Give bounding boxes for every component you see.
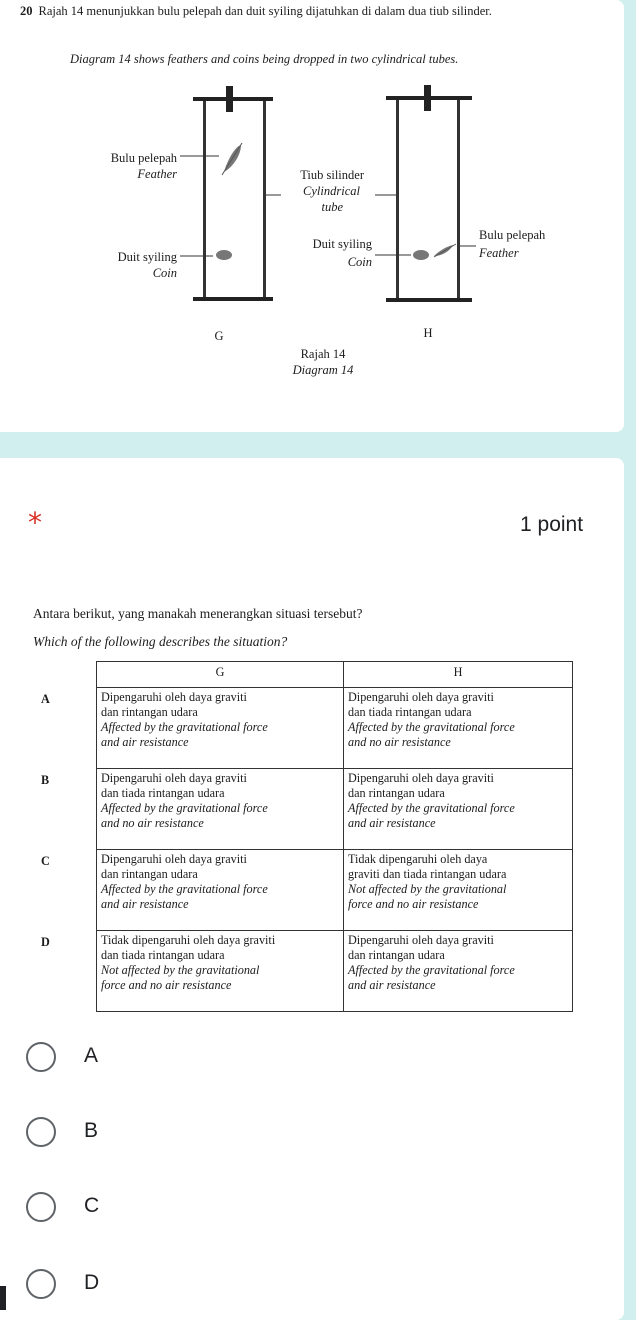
cell-text: Affected by the gravitational force	[101, 882, 268, 896]
label-feather2-ms: Bulu pelepah	[479, 228, 546, 242]
cell-text: graviti dan tiada rintangan udara	[348, 867, 507, 881]
row-label: A	[41, 691, 50, 706]
cell-g	[97, 769, 344, 850]
radio-button[interactable]	[26, 1117, 56, 1147]
cell-text: and air resistance	[101, 897, 189, 911]
cell-text: and air resistance	[101, 735, 189, 749]
table-row	[35, 850, 573, 931]
cell-text: dan rintangan udara	[348, 786, 445, 800]
option-d[interactable]	[20, 1262, 320, 1312]
cell-text: dan rintangan udara	[348, 948, 445, 962]
radio-button[interactable]	[26, 1192, 56, 1222]
row-label: C	[41, 853, 50, 868]
options-table	[35, 661, 573, 1012]
option-a[interactable]	[20, 1035, 320, 1085]
cell-text: Affected by the gravitational force	[101, 801, 268, 815]
cell-h	[344, 688, 573, 769]
coin-h	[413, 250, 429, 260]
cell-text: Not affected by the gravitational	[101, 963, 260, 977]
cell-text: Affected by the gravitational force	[348, 801, 515, 815]
cell-g	[97, 688, 344, 769]
cell-text: and air resistance	[348, 978, 436, 992]
question-number: 20	[20, 4, 33, 18]
tube-g	[193, 86, 273, 301]
points-label: 1 point	[520, 513, 584, 536]
header-h: H	[344, 662, 573, 688]
answer-card	[0, 458, 624, 1320]
cell-text: dan rintangan udara	[101, 867, 198, 881]
cell-h	[344, 850, 573, 931]
option-label: A	[84, 1044, 99, 1067]
label-tube-h: H	[423, 326, 433, 340]
cell-g	[97, 850, 344, 931]
prompt-ms: Antara berikut, yang manakah menerangkan situasi tersebut?	[33, 606, 363, 621]
cell-text: Dipengaruhi oleh daya graviti	[348, 933, 494, 947]
label-feather-en: Feather	[137, 167, 177, 181]
cell-text: and no air resistance	[348, 735, 451, 749]
option-c[interactable]	[20, 1185, 320, 1235]
cell-text: and air resistance	[348, 816, 436, 830]
label-tube-ms: Tiub silinder	[300, 168, 364, 182]
cell-text: Tidak dipengaruhi oleh daya	[348, 852, 488, 866]
cell-text: Tidak dipengaruhi oleh daya graviti	[101, 933, 276, 947]
label-tube-g: G	[214, 329, 224, 343]
row-label: B	[41, 772, 50, 787]
cell-text: dan tiada rintangan udara	[101, 948, 225, 962]
cell-text: Affected by the gravitational force	[348, 720, 515, 734]
cell-text: Dipengaruhi oleh daya graviti	[101, 690, 247, 704]
label-coin-ms: Duit syiling	[117, 250, 177, 264]
table-row	[35, 769, 573, 850]
cell-text: Not affected by the gravitational	[348, 882, 507, 896]
option-label: C	[84, 1194, 100, 1217]
caption-ms: Rajah 14	[300, 347, 346, 361]
cell-text: dan rintangan udara	[101, 705, 198, 719]
cell-text: Affected by the gravitational force	[348, 963, 515, 977]
tube-h	[386, 85, 472, 302]
question-text-ms: Rajah 14 menunjukkan bulu pelepah dan duit syiling dijatuhkan di dalam dua tiub silinder.	[38, 4, 492, 18]
question-image-card	[0, 0, 624, 432]
option-label: B	[84, 1119, 99, 1142]
label-coin-en: Coin	[152, 266, 177, 280]
cell-text: Dipengaruhi oleh daya graviti	[348, 771, 494, 785]
table-header-row	[35, 662, 573, 688]
cell-text: Dipengaruhi oleh daya graviti	[101, 852, 247, 866]
cell-h	[344, 931, 573, 1012]
radio-button[interactable]	[26, 1269, 56, 1299]
option-label: D	[84, 1271, 100, 1294]
cell-text: Dipengaruhi oleh daya graviti	[101, 771, 247, 785]
caption-en: Diagram 14	[292, 363, 354, 377]
cell-text: dan tiada rintangan udara	[101, 786, 225, 800]
header-g: G	[97, 662, 344, 688]
cell-text: dan tiada rintangan udara	[348, 705, 472, 719]
cell-g	[97, 931, 344, 1012]
feather-h	[434, 245, 453, 256]
cell-h	[344, 769, 573, 850]
radio-button[interactable]	[26, 1042, 56, 1072]
prompt-en: Which of the following describes the situation?	[33, 634, 288, 649]
coin-g	[216, 250, 232, 260]
cell-text: and no air resistance	[101, 816, 204, 830]
table-row	[35, 931, 573, 1012]
cell-text: Dipengaruhi oleh daya graviti	[348, 690, 494, 704]
label-coin2-ms: Duit syiling	[312, 237, 372, 251]
label-tube-en-1: Cylindrical	[303, 184, 360, 198]
label-tube-en-2: tube	[321, 200, 343, 214]
scroll-indicator	[0, 1286, 6, 1310]
cell-text: force and no air resistance	[348, 897, 479, 911]
label-feather-ms: Bulu pelepah	[110, 151, 177, 165]
label-coin2-en: Coin	[347, 255, 372, 269]
required-asterisk: *	[28, 506, 42, 539]
option-b[interactable]	[20, 1110, 320, 1160]
diagram-14	[0, 0, 624, 432]
question-text-en: Diagram 14 shows feathers and coins being dropped in two cylindrical tubes.	[70, 52, 459, 66]
row-label: D	[41, 934, 50, 949]
label-feather2-en: Feather	[479, 246, 519, 260]
cell-text: Affected by the gravitational force	[101, 720, 268, 734]
table-row	[35, 688, 573, 769]
cell-text: force and no air resistance	[101, 978, 232, 992]
